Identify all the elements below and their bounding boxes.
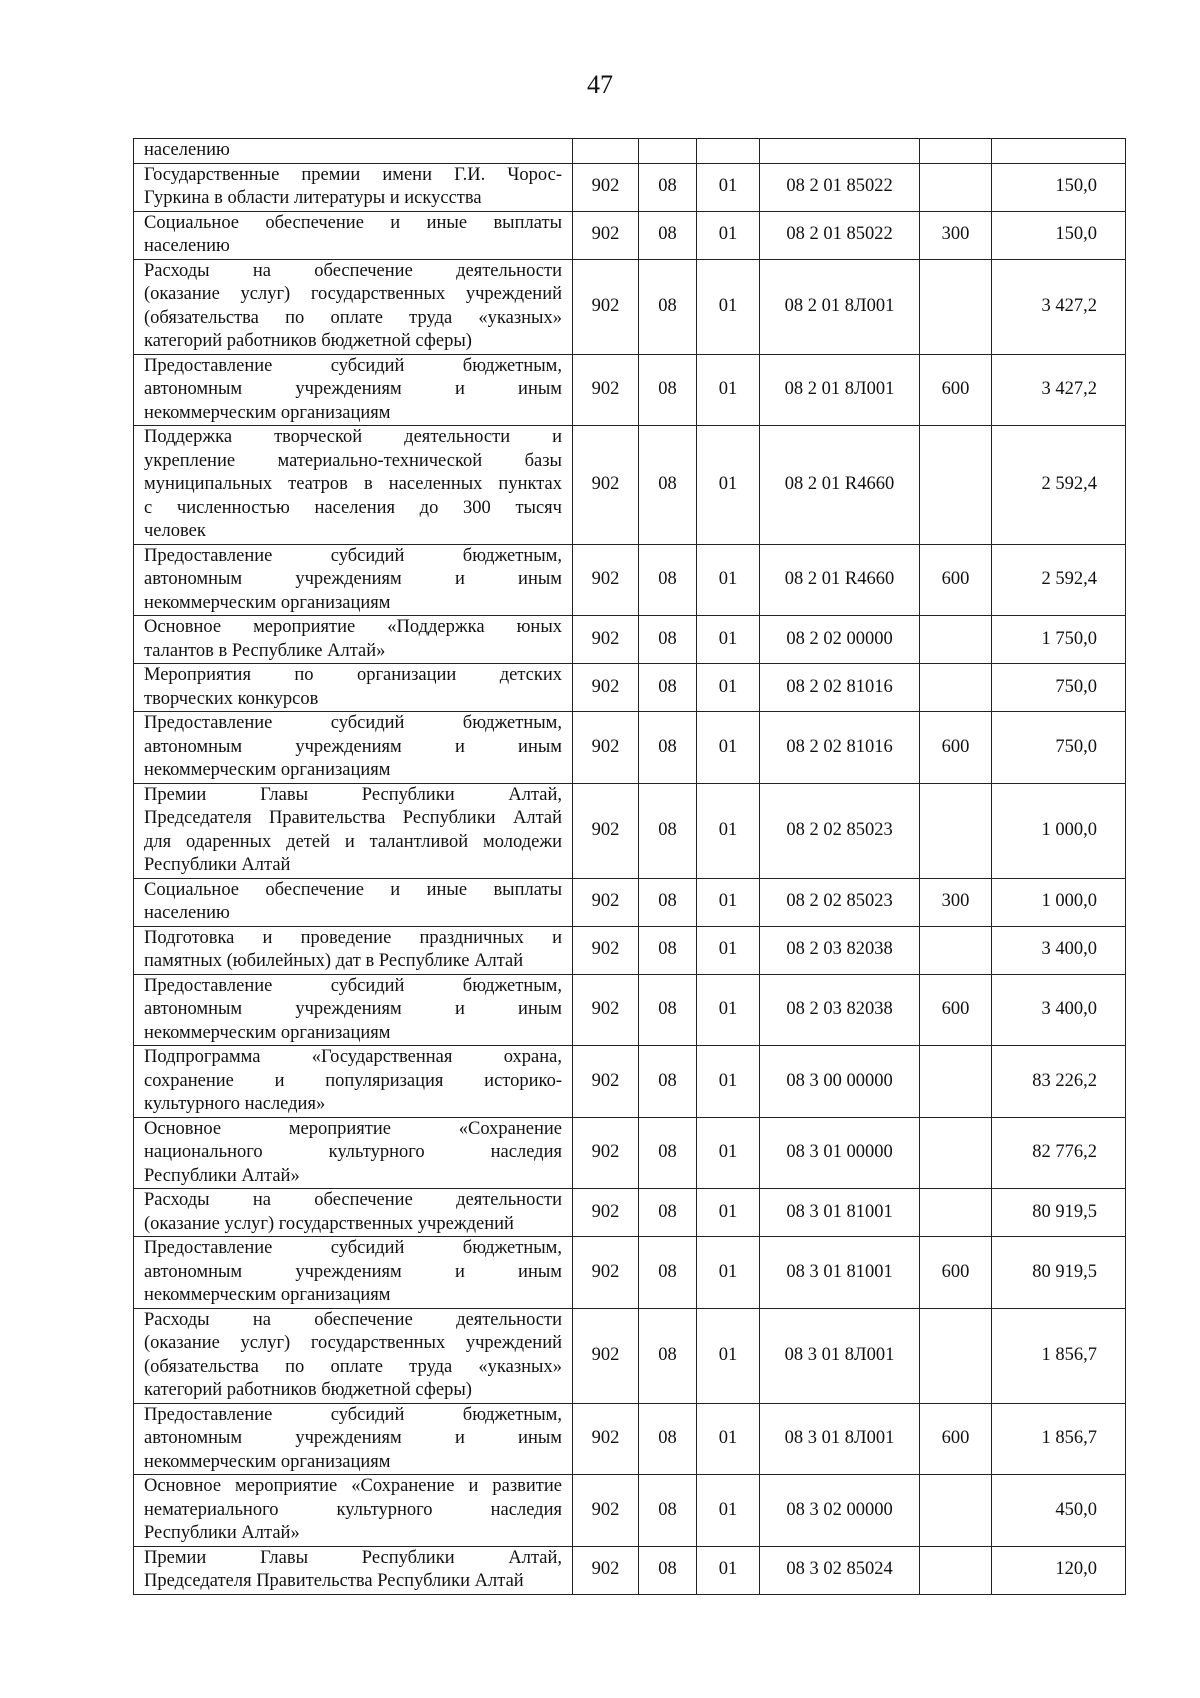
table-row [134, 1117, 1126, 1189]
row-kind-cell: 300 [920, 211, 992, 259]
row-name-line: с численностью населения до 300 тысяч [144, 497, 562, 518]
row-name-line: автономным учреждениям и иным [144, 1428, 562, 1448]
row-name-cell [134, 211, 573, 259]
row-name-cell [134, 1546, 573, 1594]
row-name-line: творческих конкурсов [144, 688, 319, 709]
row-amount-cell: 3 427,2 [992, 259, 1126, 354]
row-name-cell [134, 878, 573, 926]
row-subsection-cell: 01 [697, 1403, 760, 1475]
row-code-cell: 902 [573, 426, 639, 545]
table-row [134, 664, 1126, 712]
row-subsection-cell: 01 [697, 616, 760, 664]
row-subsection-cell: 01 [697, 1189, 760, 1237]
row-section-cell: 08 [639, 974, 697, 1046]
page-number: 47 [587, 70, 613, 99]
row-subsection-cell: 01 [697, 354, 760, 426]
table-row [134, 426, 1126, 545]
row-section-cell: 08 [639, 878, 697, 926]
row-kind-cell [920, 1308, 992, 1403]
row-target-cell: 08 2 02 81016 [760, 664, 920, 712]
row-target-cell: 08 3 01 8Л001 [760, 1308, 920, 1403]
row-name-cell [134, 1046, 573, 1118]
row-name-cell [134, 1475, 573, 1547]
row-name-line: Премии Главы Республики Алтай, [144, 1547, 562, 1568]
row-kind-cell: 600 [920, 712, 992, 784]
table-row [134, 1189, 1126, 1237]
row-section-cell: 08 [639, 426, 697, 545]
row-amount-cell: 83 226,2 [992, 1046, 1126, 1118]
row-name-line: укрепление материально-технической базы [144, 450, 562, 471]
row-name-cell [134, 139, 573, 164]
row-subsection-cell: 01 [697, 1546, 760, 1594]
row-target-cell: 08 3 02 00000 [760, 1475, 920, 1547]
row-name-line: Председателя Правительства Республики Алтай [144, 808, 562, 828]
row-section-cell: 08 [639, 712, 697, 784]
table-row [134, 1308, 1126, 1403]
row-target-cell: 08 3 00 00000 [760, 1046, 920, 1118]
row-name-line: Социальное обеспечение и иные выплаты [144, 212, 562, 233]
table-row [134, 783, 1126, 878]
row-amount-cell: 450,0 [992, 1475, 1126, 1547]
row-target-cell: 08 2 01 8Л001 [760, 354, 920, 426]
row-code-cell: 902 [573, 163, 639, 211]
row-subsection-cell: 01 [697, 163, 760, 211]
row-section-cell: 08 [639, 211, 697, 259]
row-name-line: Основное мероприятие «Сохранение и развитие [144, 1476, 562, 1496]
row-name-line: Государственные премии имени Г.И. Чорос- [144, 164, 562, 185]
row-name-line: (оказание услуг) государственных учреждений [144, 284, 562, 304]
row-name-cell [134, 1237, 573, 1309]
table-row [134, 926, 1126, 974]
row-name-cell [134, 1403, 573, 1475]
row-name-cell [134, 974, 573, 1046]
row-subsection-cell: 01 [697, 259, 760, 354]
row-section-cell: 08 [639, 1117, 697, 1189]
row-target-cell: 08 3 01 81001 [760, 1237, 920, 1309]
row-section-cell: 08 [639, 1475, 697, 1547]
row-subsection-cell: 01 [697, 1237, 760, 1309]
row-kind-cell [920, 926, 992, 974]
row-name-cell [134, 712, 573, 784]
row-kind-cell [920, 1046, 992, 1118]
row-name-cell [134, 926, 573, 974]
row-name-line: населению [144, 903, 230, 923]
row-code-cell: 902 [573, 1475, 639, 1547]
row-name-line: автономным учреждениям и иным [144, 999, 562, 1019]
row-name-cell [134, 163, 573, 211]
row-name-cell [134, 544, 573, 616]
row-section-cell: 08 [639, 1237, 697, 1309]
row-section-cell: 08 [639, 1308, 697, 1403]
row-name-line: Подпрограмма «Государственная охрана, [144, 1047, 562, 1067]
table-row [134, 1475, 1126, 1547]
row-section-cell: 08 [639, 1046, 697, 1118]
row-name-cell [134, 1189, 573, 1237]
row-target-cell: 08 3 01 00000 [760, 1117, 920, 1189]
row-target-cell: 08 2 01 8Л001 [760, 259, 920, 354]
row-subsection-cell: 01 [697, 1117, 760, 1189]
row-name-cell [134, 664, 573, 712]
row-amount-cell: 750,0 [992, 712, 1126, 784]
row-kind-cell [920, 139, 992, 164]
row-kind-cell [920, 259, 992, 354]
row-kind-cell: 600 [920, 354, 992, 426]
row-amount-cell: 150,0 [992, 211, 1126, 259]
row-subsection-cell: 01 [697, 1475, 760, 1547]
row-code-cell: 902 [573, 1046, 639, 1118]
table-row [134, 211, 1126, 259]
row-name-line: (оказание услуг) государственных учреждений [144, 1333, 562, 1353]
row-name-line: Социальное обеспечение и иные выплаты [144, 879, 562, 900]
row-kind-cell: 600 [920, 544, 992, 616]
row-name-line: некоммерческим организациям [144, 1022, 391, 1043]
table-row [134, 163, 1126, 211]
row-code-cell: 902 [573, 878, 639, 926]
row-kind-cell: 300 [920, 878, 992, 926]
row-name-line: Республики Алтай» [144, 1523, 300, 1543]
row-name-line: культурного наследия» [144, 1094, 326, 1114]
row-code-cell: 902 [573, 354, 639, 426]
row-code-cell: 902 [573, 616, 639, 664]
row-name-line: нематериального культурного наследия [144, 1499, 562, 1520]
row-name-line: автономным учреждениям и иным [144, 569, 562, 589]
row-subsection-cell: 01 [697, 664, 760, 712]
row-amount-cell: 3 427,2 [992, 354, 1126, 426]
row-name-line: Подготовка и проведение праздничных и [144, 927, 562, 948]
row-code-cell: 902 [573, 1189, 639, 1237]
row-subsection-cell: 01 [697, 783, 760, 878]
row-name-line: некоммерческим организациям [144, 592, 391, 613]
row-kind-cell [920, 616, 992, 664]
row-name-line: некоммерческим организациям [144, 1285, 391, 1305]
row-subsection-cell: 01 [697, 878, 760, 926]
row-name-line: Поддержка творческой деятельности и [144, 427, 562, 447]
row-code-cell: 902 [573, 664, 639, 712]
row-code-cell: 902 [573, 712, 639, 784]
row-amount-cell: 3 400,0 [992, 926, 1126, 974]
row-code-cell: 902 [573, 1117, 639, 1189]
row-target-cell: 08 2 01 85022 [760, 163, 920, 211]
row-kind-cell [920, 783, 992, 878]
row-name-line: Основное мероприятие «Сохранение [144, 1118, 562, 1139]
row-name-cell [134, 1117, 573, 1189]
row-subsection-cell: 01 [697, 1308, 760, 1403]
row-amount-cell: 3 400,0 [992, 974, 1126, 1046]
table-row [134, 1546, 1126, 1594]
row-name-line: Основное мероприятие «Поддержка юных [144, 617, 562, 637]
row-target-cell: 08 2 02 85023 [760, 783, 920, 878]
row-kind-cell [920, 1117, 992, 1189]
row-name-line: памятных (юбилейных) дат в Республике Алтай [144, 951, 524, 971]
row-name-line: Предоставление субсидий бюджетным, [144, 713, 562, 733]
table-row [134, 139, 1126, 164]
row-name-line: Премии Главы Республики Алтай, [144, 784, 562, 805]
row-section-cell: 08 [639, 1403, 697, 1475]
budget-table [133, 138, 1126, 1595]
row-name-line: (обязательства по оплате труда «указных» [144, 1356, 562, 1377]
row-target-cell: 08 3 02 85024 [760, 1546, 920, 1594]
row-code-cell: 902 [573, 974, 639, 1046]
row-name-line: автономным учреждениям и иным [144, 379, 562, 399]
row-kind-cell [920, 1189, 992, 1237]
row-section-cell: 08 [639, 259, 697, 354]
row-name-cell [134, 783, 573, 878]
row-name-line: автономным учреждениям и иным [144, 1261, 562, 1282]
row-code-cell: 902 [573, 1308, 639, 1403]
row-kind-cell [920, 426, 992, 545]
row-target-cell: 08 2 02 81016 [760, 712, 920, 784]
row-name-line: Гуркина в области литературы и искусства [144, 188, 482, 208]
row-amount-cell: 2 592,4 [992, 544, 1126, 616]
row-code-cell: 902 [573, 1237, 639, 1309]
row-section-cell: 08 [639, 354, 697, 426]
row-target-cell: 08 3 01 8Л001 [760, 1403, 920, 1475]
row-name-line: Предоставление субсидий бюджетным, [144, 355, 562, 376]
row-name-line: категорий работников бюджетной сферы) [144, 1380, 472, 1400]
table-row [134, 354, 1126, 426]
row-amount-cell: 80 919,5 [992, 1189, 1126, 1237]
row-section-cell: 08 [639, 783, 697, 878]
row-amount-cell: 1 000,0 [992, 878, 1126, 926]
table-row [134, 544, 1126, 616]
row-target-cell: 08 2 01 R4660 [760, 544, 920, 616]
row-amount-cell [992, 139, 1126, 164]
row-section-cell: 08 [639, 1546, 697, 1594]
row-subsection-cell [697, 139, 760, 164]
row-name-line: Республики Алтай [144, 855, 291, 875]
table-body [134, 139, 1126, 1595]
row-code-cell [573, 139, 639, 164]
row-target-cell: 08 3 01 81001 [760, 1189, 920, 1237]
row-name-line: муниципальных театров в населенных пунктах [144, 474, 562, 494]
row-kind-cell: 600 [920, 1237, 992, 1309]
row-amount-cell: 2 592,4 [992, 426, 1126, 545]
row-target-cell: 08 2 03 82038 [760, 926, 920, 974]
row-amount-cell: 750,0 [992, 664, 1126, 712]
row-name-line: Расходы на обеспечение деятельности [144, 1190, 562, 1210]
row-kind-cell [920, 163, 992, 211]
row-section-cell: 08 [639, 163, 697, 211]
table-row [134, 1403, 1126, 1475]
row-name-line: сохранение и популяризация историко- [144, 1070, 562, 1091]
row-amount-cell: 1 000,0 [992, 783, 1126, 878]
row-name-cell [134, 354, 573, 426]
row-target-cell: 08 2 02 00000 [760, 616, 920, 664]
row-name-line: категорий работников бюджетной сферы) [144, 331, 472, 351]
row-name-line: некоммерческим организациям [144, 760, 391, 780]
row-name-line: некоммерческим организациям [144, 1451, 391, 1472]
row-name-line: Предоставление субсидий бюджетным, [144, 975, 562, 996]
row-subsection-cell: 01 [697, 926, 760, 974]
row-name-line: Республики Алтай» [144, 1165, 300, 1186]
row-name-line: Мероприятия по организации детских [144, 665, 562, 685]
row-name-line: Предоставление субсидий бюджетным, [144, 1404, 562, 1425]
row-name-line: автономным учреждениям и иным [144, 736, 562, 757]
row-kind-cell: 600 [920, 974, 992, 1046]
row-name-line: Предоставление субсидий бюджетным, [144, 545, 562, 566]
row-kind-cell [920, 1546, 992, 1594]
table-row [134, 616, 1126, 664]
row-target-cell: 08 2 01 85022 [760, 211, 920, 259]
row-code-cell: 902 [573, 1403, 639, 1475]
row-name-line: Расходы на обеспечение деятельности [144, 1309, 562, 1330]
row-amount-cell: 82 776,2 [992, 1117, 1126, 1189]
row-section-cell [639, 139, 697, 164]
row-name-line: населению [144, 236, 230, 256]
row-amount-cell: 80 919,5 [992, 1237, 1126, 1309]
row-name-cell [134, 259, 573, 354]
row-target-cell: 08 2 01 R4660 [760, 426, 920, 545]
row-name-cell [134, 426, 573, 545]
row-section-cell: 08 [639, 664, 697, 712]
row-name-line: талантов в Республике Алтай» [144, 640, 386, 661]
row-name-cell [134, 1308, 573, 1403]
table-row [134, 878, 1126, 926]
row-name-line: для одаренных детей и талантливой молодежи [144, 831, 562, 852]
row-target-cell: 08 2 02 85023 [760, 878, 920, 926]
row-name-line: национального культурного наследия [144, 1142, 562, 1162]
row-subsection-cell: 01 [697, 1046, 760, 1118]
row-code-cell: 902 [573, 544, 639, 616]
row-code-cell: 902 [573, 211, 639, 259]
row-name-line: человек [144, 521, 206, 541]
table-row [134, 259, 1126, 354]
row-amount-cell: 120,0 [992, 1546, 1126, 1594]
row-target-cell [760, 139, 920, 164]
row-subsection-cell: 01 [697, 211, 760, 259]
row-target-cell: 08 2 03 82038 [760, 974, 920, 1046]
row-amount-cell: 1 856,7 [992, 1308, 1126, 1403]
row-amount-cell: 1 856,7 [992, 1403, 1126, 1475]
row-subsection-cell: 01 [697, 712, 760, 784]
row-code-cell: 902 [573, 259, 639, 354]
row-section-cell: 08 [639, 544, 697, 616]
row-amount-cell: 150,0 [992, 163, 1126, 211]
row-code-cell: 902 [573, 783, 639, 878]
row-name-line: (оказание услуг) государственных учреждений [144, 1213, 514, 1234]
table-row [134, 712, 1126, 784]
row-code-cell: 902 [573, 1546, 639, 1594]
row-name-line: некоммерческим организациям [144, 402, 391, 423]
row-name-line: Расходы на обеспечение деятельности [144, 260, 562, 281]
table-row [134, 1046, 1126, 1118]
table-row [134, 1237, 1126, 1309]
row-name-line: (обязательства по оплате труда «указных» [144, 307, 562, 328]
table-row [134, 974, 1126, 1046]
row-name-line: населению [144, 140, 230, 160]
row-code-cell: 902 [573, 926, 639, 974]
row-name-line: Председателя Правительства Республики Алтай [144, 1571, 524, 1591]
row-section-cell: 08 [639, 926, 697, 974]
row-section-cell: 08 [639, 1189, 697, 1237]
row-subsection-cell: 01 [697, 974, 760, 1046]
row-kind-cell [920, 664, 992, 712]
row-name-line: Предоставление субсидий бюджетным, [144, 1238, 562, 1258]
row-section-cell: 08 [639, 616, 697, 664]
row-name-cell [134, 616, 573, 664]
row-subsection-cell: 01 [697, 426, 760, 545]
row-subsection-cell: 01 [697, 544, 760, 616]
row-kind-cell: 600 [920, 1403, 992, 1475]
row-amount-cell: 1 750,0 [992, 616, 1126, 664]
row-kind-cell [920, 1475, 992, 1547]
